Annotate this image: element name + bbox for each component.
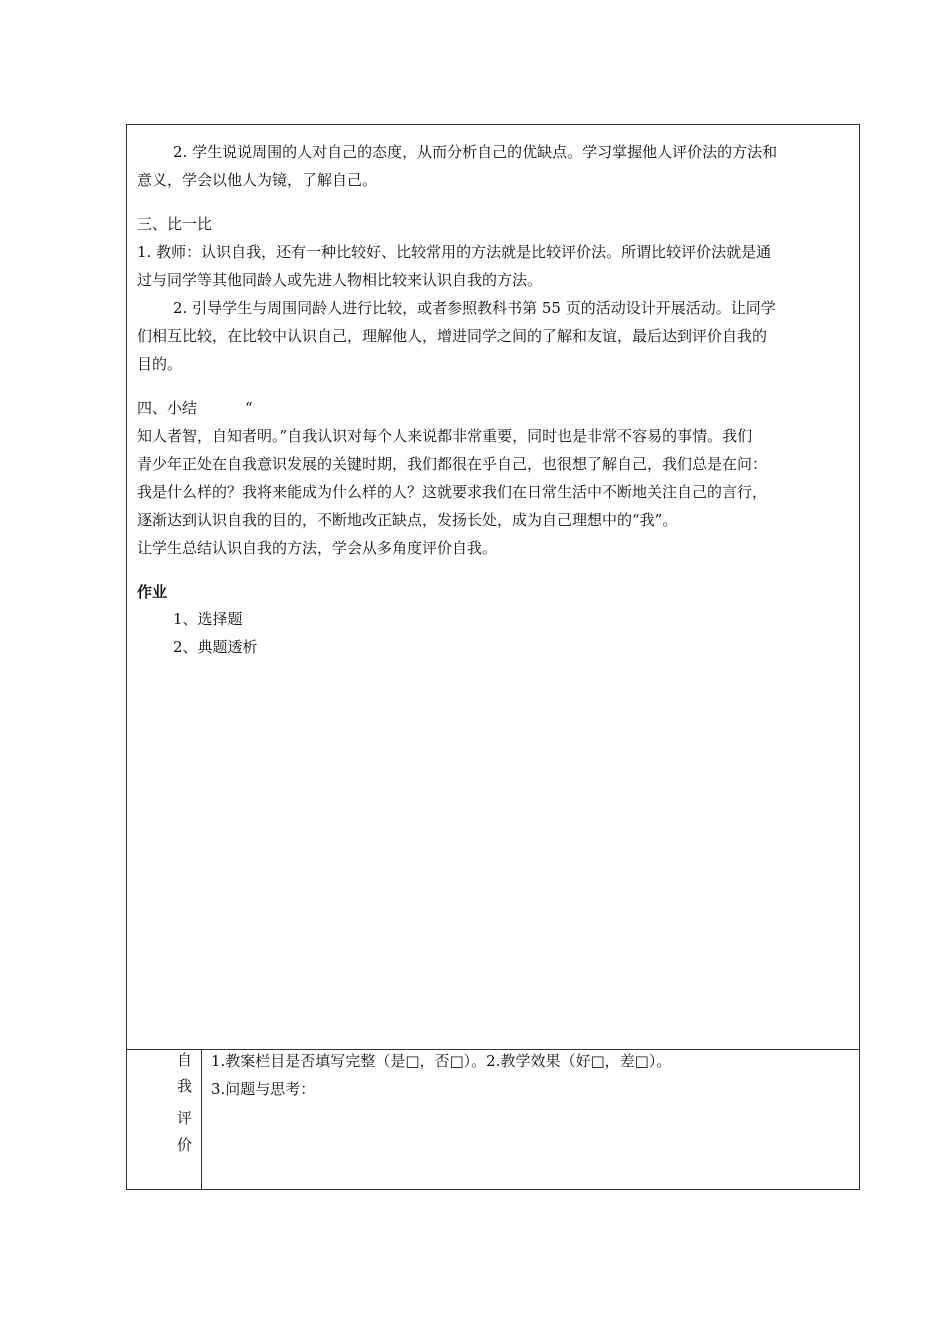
quote-mark: “	[245, 399, 253, 417]
paragraph-line: 目的。	[137, 355, 183, 373]
evaluation-reflection-line: 3.问题与思考：	[211, 1080, 316, 1098]
paragraph-line: 1. 教师：认识自我，还有一种比较好、比较常用的方法就是比较评价法。所谓比较评价法就是通	[137, 243, 772, 261]
paragraph-line: 知人者智，自知者明。”自我认识对每个人来说都非常重要，同时也是非常不容易的事情。我们	[137, 427, 753, 445]
section-heading-summary: 四、小结	[137, 399, 198, 417]
homework-item: 1、选择题	[173, 610, 243, 628]
paragraph-line: 我是什么样的？我将来能成为什么样的人？这就要求我们在日常生活中不断地关注自己的言行，	[137, 483, 768, 501]
paragraph-line: 青少年正处在自我意识发展的关键时期，我们都很在乎自己，也很想了解自己，我们总是在问：	[137, 455, 768, 473]
homework-item: 2、典题透析	[173, 638, 258, 656]
paragraph-line: 过与同学等其他同龄人或先进人物相比较来认识自我的方法。	[137, 271, 543, 289]
paragraph-line: 2. 学生说说周围的人对自己的态度，从而分析自己的优缺点。学习掌握他人评价法的方法和	[173, 143, 778, 161]
paragraph-line: 2. 引导学生与周围同龄人进行比较，或者参照教科书第 55 页的活动设计开展活动。让同学	[173, 299, 776, 317]
self-evaluation-content	[203, 1050, 859, 1190]
homework-heading: 作业	[137, 583, 168, 601]
label-char: 我	[177, 1077, 193, 1095]
label-char: 评	[177, 1109, 193, 1127]
section-heading-compare: 三、比一比	[137, 215, 213, 233]
paragraph-line: 意义，学会以他人为镜，了解自己。	[137, 171, 378, 189]
lesson-plan-table	[126, 124, 860, 1190]
self-evaluation-label	[127, 1050, 202, 1190]
evaluation-checklist-line: 1.教案栏目是否填写完整（是□，否□）。2.教学效果（好□，差□）。	[211, 1052, 672, 1070]
paragraph-line: 逐渐达到认识自我的目的，不断地改正缺点，发扬长处，成为自己理想中的“我”。	[137, 511, 678, 529]
paragraph-line: 们相互比较，在比较中认识自己，理解他人，增进同学之间的了解和友谊，最后达到评价自我的	[137, 327, 768, 345]
paragraph-line: 让学生总结认识自我的方法，学会从多角度评价自我。	[137, 539, 498, 557]
label-char: 价	[177, 1136, 193, 1154]
label-char: 自	[177, 1051, 193, 1069]
lesson-content-cell	[127, 125, 859, 1050]
